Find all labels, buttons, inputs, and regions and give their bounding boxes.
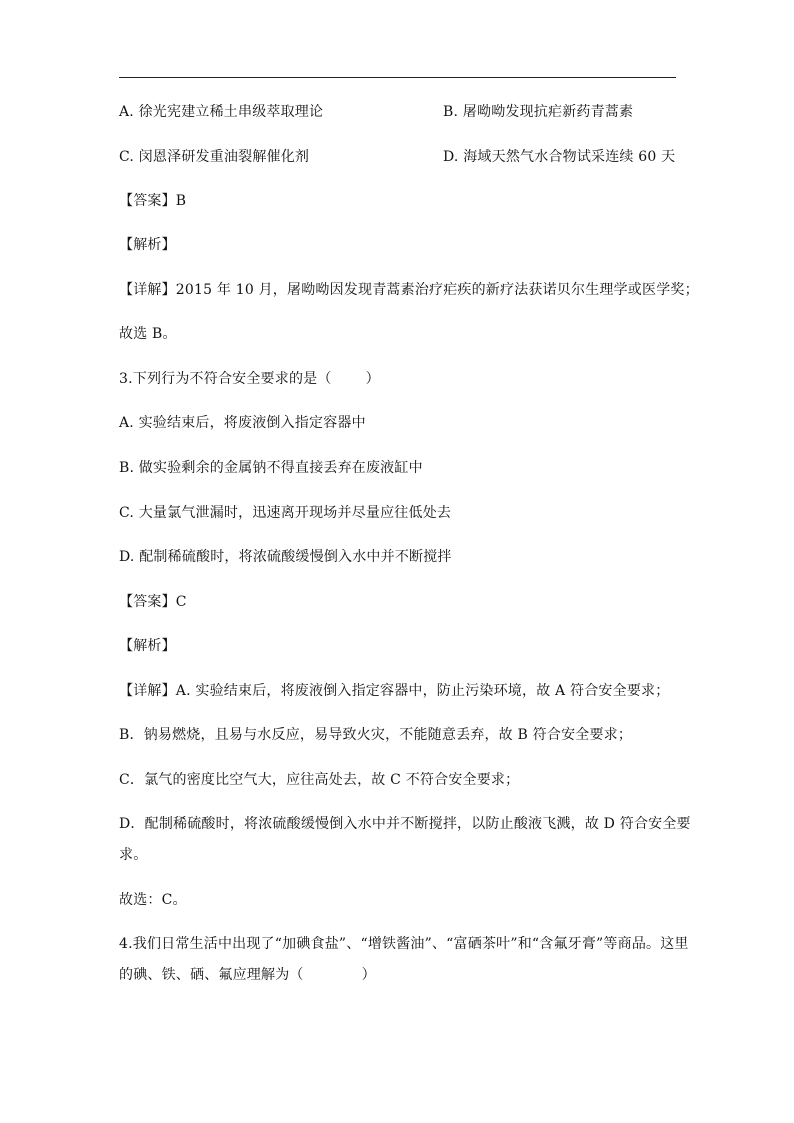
q3-answer: 【答案】C <box>119 594 187 610</box>
q2-option-d: D. 海域天然气水合物试采连续 60 天 <box>443 149 676 165</box>
q2-analysis-label: 【解析】 <box>119 237 176 253</box>
q3-detail-b: B．钠易燃烧，且易与水反应，易导致火灾，不能随意丢弃，故 B 符合安全要求； <box>119 727 633 743</box>
q4-stem-line2 <box>119 965 376 985</box>
q3-detail-d-line2: 求。 <box>119 847 148 863</box>
q4-stem-line1: 4.我们日常生活中出现了“加碘食盐”、“增铁酱油”、“富硒茶叶”和“含氟牙膏”等商品。这里 <box>119 936 689 952</box>
q4-stem-text: 的碘、铁、硒、氟应理解为（ <box>119 967 304 983</box>
q2-detail: 【详解】2015 年 10 月，屠呦呦因发现青蒿素治疗疟疾的新疗法获诺贝尔生理学或医学奖； <box>119 282 699 298</box>
header-rule <box>119 77 676 78</box>
q2-answer: 【答案】B <box>119 193 187 209</box>
q3-detail-d-line1: D．配制稀硫酸时，将浓硫酸缓慢倒入水中并不断搅拌，以防止酸液飞溅，故 D 符合安全要 <box>119 816 691 832</box>
q3-stem <box>119 369 380 389</box>
q3-detail-c: C．氯气的密度比空气大，应往高处去，故 C 不符合安全要求； <box>119 772 520 788</box>
q3-analysis-label: 【解析】 <box>119 638 176 654</box>
q2-conclusion: 故选 B。 <box>119 326 177 342</box>
q2-option-a: A. 徐光宪建立稀土串级萃取理论 <box>119 104 324 120</box>
q3-option-c: C. 大量氯气泄漏时，迅速离开现场并尽量应往低处去 <box>119 505 452 521</box>
q4-stem-close: ） <box>361 967 376 983</box>
q3-conclusion: 故选：C。 <box>119 892 187 908</box>
q3-option-b: B. 做实验剩余的金属钠不得直接丢弃在废液缸中 <box>119 460 423 476</box>
q3-option-a: A. 实验结束后，将废液倒入指定容器中 <box>119 415 366 431</box>
q3-stem-close: ） <box>365 371 380 387</box>
q3-option-d: D. 配制稀硫酸时，将浓硫酸缓慢倒入水中并不断搅拌 <box>119 549 452 565</box>
q3-stem-text: 3.下列行为不符合安全要求的是（ <box>119 371 332 387</box>
q3-detail-a: 【详解】A. 实验结束后，将废液倒入指定容器中，防止污染环境，故 A 符合安全要求； <box>119 683 670 699</box>
q2-option-b: B. 屠呦呦发现抗疟新药青蒿素 <box>443 104 634 120</box>
q2-option-c: C. 闵恩泽研发重油裂解催化剂 <box>119 149 310 165</box>
